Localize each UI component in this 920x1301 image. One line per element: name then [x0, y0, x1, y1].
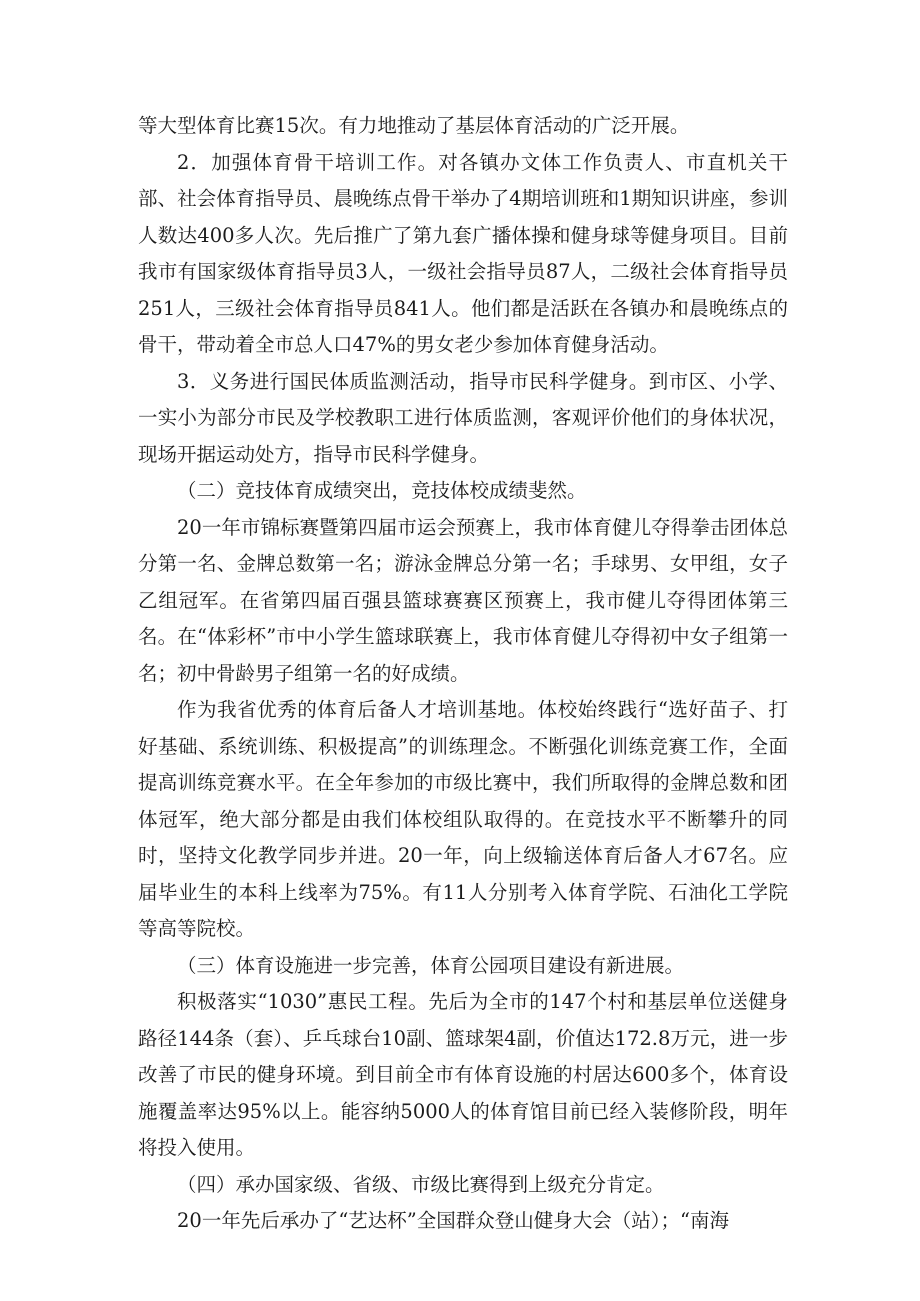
paragraph-continuation: 等大型体育比赛15次。有力地推动了基层体育活动的广泛开展。 — [138, 114, 690, 137]
paragraph-competition-results: 20一年市锦标赛暨第四届市运会预赛上，我市体育健儿夺得拳击团体总分第一名、金牌总数第一名；游泳金牌总分第一名；手球男、女甲组，女子乙组冠军。在省第四届百强县篮球赛赛区预赛上，我市健儿夺得团体第三名。在“体彩杯”市中小学生篮球联赛上，我市体育健儿夺得初中女子组第一名；初中骨龄男子组第一名的好成绩。 — [138, 515, 788, 685]
paragraph-sports-school: 作为我省优秀的体育后备人才培训基地。体校始终践行“选好苗子、打好基础、系统训练、积极提高”的训练理念。不断强化训练竞赛工作，全面提高训练竞赛水平。在全年参加的市级比赛中，我们所取得的金牌总数和团体冠军，绝大部分都是由我们体校组队取得的。在竞技水平不断攀升的同时，坚持文化教学同步并进。20一年，向上级输送体育后备人才67名。应届毕业生的本科上线率为75%。有11人分别考入体育学院、石油化工学院等高等院校。 — [138, 698, 788, 940]
section-heading-4: （四）承办国家级、省级、市级比赛得到上级充分肯定。 — [177, 1172, 665, 1196]
document-body — [138, 108, 788, 1240]
section-heading-3: （三）体育设施进一步完善，体育公园项目建设有新进展。 — [177, 953, 685, 977]
paragraph-facilities: 积极落实“1030”惠民工程。先后为全市的147个村和基层单位送健身路径144条（套）、乒乓球台10副、篮球架4副，价值达172.8万元，进一步改善了市民的健身环境。到目前全市有体育设施的村居达600多个，体育设施覆盖率达95%以上。能容纳5000人的体育馆目前已经入装修阶段，明年将投入使用。 — [138, 990, 788, 1159]
paragraph-item-3-monitoring: 3．义务进行国民体质监测活动，指导市民科学健身。到市区、小学、一实小为部分市民及学校教职工进行体质监测，客观评价他们的身体状况，现场开据运动处方，指导市民科学健身。 — [138, 369, 788, 466]
paragraph-item-2-training: 2．加强体育骨干培训工作。对各镇办文体工作负责人、市直机关干部、社会体育指导员、晨晚练点骨干举办了4期培训班和1期知识讲座，参训人数达400多人次。先后推广了第九套广播体操和健身球等健身项目。目前我市有国家级体育指导员3人，一级社会指导员87人，二级社会体育指导员251人，三级社会体育指导员841人。他们都是活跃在各镇办和晨晚练点的骨干，带动着全市总人口47%的男女老少参加体育健身活动。 — [138, 150, 788, 356]
paragraph-hosted-events: 20一年先后承办了“艺达杯”全国群众登山健身大会（站）；“南海 — [177, 1209, 729, 1232]
section-heading-2: （二）竞技体育成绩突出，竞技体校成绩斐然。 — [177, 479, 587, 502]
